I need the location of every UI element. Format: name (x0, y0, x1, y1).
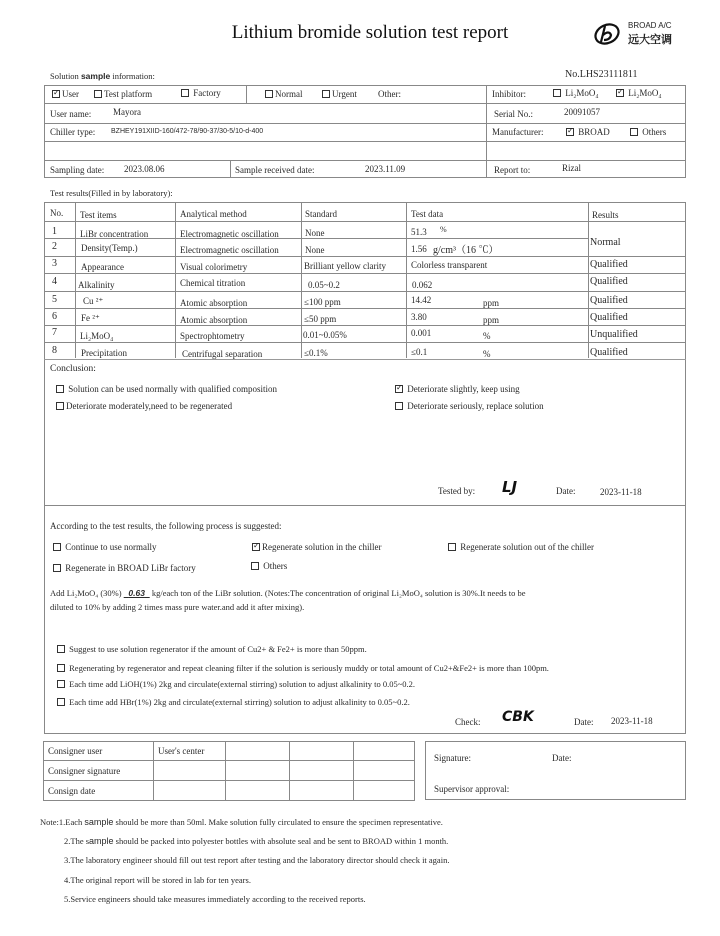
factory-regenerate-checkbox[interactable] (53, 564, 61, 572)
test-results-heading: Test results(Filled in by laboratory): (50, 188, 173, 198)
col-header-test-data: Test data (411, 209, 444, 219)
priority-option-normal[interactable]: Normal (265, 89, 303, 99)
extra-3-checkbox[interactable] (57, 680, 65, 688)
inhibitor-label: Inhibitor: (492, 89, 526, 99)
conclusion-option-4[interactable]: Deteriorate seriously, replace solution (395, 401, 544, 411)
inhibitor-1-checkbox[interactable] (553, 89, 561, 97)
check-date-label: Date: (574, 717, 594, 727)
col-header-standard: Standard (305, 209, 337, 219)
supervisor-approval-label: Supervisor approval: (434, 784, 510, 794)
inhibitor-option-1[interactable]: Li₂MoO₄ (553, 88, 599, 98)
report-title: Lithium bromide solution test report (231, 22, 509, 43)
result-normal: Normal (590, 237, 621, 248)
consigner-cell[interactable] (354, 761, 415, 781)
consigner-cell[interactable] (226, 761, 290, 781)
result-unqualified: Unqualified (590, 329, 638, 340)
add-limoo-instruction: Add Li₂MoO₄ (30%) 0.63 kg/each ton of the LiBr solution. (Notes:The concentration of original Li₂MoO₄ solution is 30%.It needs to be (50, 588, 526, 598)
source-option-test-platform[interactable]: Test platform (94, 89, 152, 99)
suggestion-others-checkbox[interactable] (251, 562, 259, 570)
check-label: Check: (455, 717, 481, 727)
consigner-cell[interactable] (354, 781, 415, 801)
report-number: No.LHS23111811 (565, 69, 638, 80)
note-4: 4.The original report will be stored in lab for ten years. (64, 875, 251, 885)
extra-4-checkbox[interactable] (57, 698, 65, 706)
broad-logo-icon (592, 22, 622, 46)
broad-checkbox[interactable] (566, 128, 574, 136)
conclusion-3-checkbox[interactable] (56, 402, 64, 410)
tested-by-signature: LJ (502, 478, 518, 496)
sampling-date-value: 2023.08.06 (124, 164, 165, 174)
extra-2-checkbox[interactable] (57, 664, 65, 672)
user-name-label: User name: (50, 109, 92, 119)
suggestion-intro: According to the test results, the following process is suggested: (50, 521, 282, 531)
note-3: 3.The laboratory engineer should fill out test report after testing and the laboratory director should check it again. (64, 855, 450, 865)
check-signature: CBK (502, 709, 534, 725)
serial-no-label: Serial No.: (494, 109, 533, 119)
brand-logo (592, 20, 692, 50)
check-date-value: 2023-11-18 (611, 716, 653, 726)
report-to-value: Rizal (562, 163, 581, 173)
col-header-results: Results (592, 210, 619, 220)
tested-date-label: Date: (556, 486, 576, 496)
chiller-type-label: Chiller type: (50, 127, 96, 137)
user-name-value: Mayora (113, 107, 141, 117)
table-row: Consigner user User's center (44, 742, 415, 761)
consigner-cell[interactable] (290, 781, 354, 801)
consigner-cell[interactable] (290, 761, 354, 781)
source-option-user[interactable]: ✓User (52, 89, 79, 99)
source-option-factory[interactable]: Factory (181, 88, 221, 98)
consigner-cell[interactable] (226, 742, 290, 761)
consigner-cell[interactable] (226, 781, 290, 801)
conclusion-option-2[interactable]: ✓ Deteriorate slightly, keep using (395, 384, 520, 394)
suggestion-option-factory[interactable]: Regenerate in BROAD LiBr factory (53, 563, 196, 573)
extra-1-checkbox[interactable] (57, 645, 65, 653)
user-checkbox[interactable] (52, 90, 60, 98)
manufacturer-option-broad[interactable]: ✓ BROAD (566, 127, 610, 137)
regenerate-in-checkbox[interactable] (252, 543, 260, 551)
note-2: 2.The sample should be packed into polyester bottles with absolute seal and be sent to BROAD within 1 month. (64, 836, 449, 846)
inhibitor-2-checkbox[interactable] (616, 89, 624, 97)
continue-checkbox[interactable] (53, 543, 61, 551)
extra-option-2[interactable]: Regenerating by regenerator and repeat cleaning filter if the solution is seriously muddy or total amount of Cu2+&Fe2+ is more than 100pm. (57, 663, 549, 673)
col-header-analytical-method: Analytical method (180, 209, 247, 219)
sampling-date-label: Sampling date: (50, 165, 105, 175)
note-1: Note:1.Each sample should be more than 50ml. Make solution fully circulated to ensure the specimen representative. (40, 817, 443, 827)
manufacturer-option-others[interactable]: Others (630, 127, 666, 137)
table-row: Consigner signature (44, 761, 415, 781)
add-amount-value: 0.63 (128, 588, 145, 598)
conclusion-option-3[interactable]: Deteriorate moderately,need to be regenerated (56, 401, 232, 411)
urgent-checkbox[interactable] (322, 90, 330, 98)
logo-text-en: BROAD A/C (628, 21, 672, 30)
extra-option-3[interactable]: Each time add LiOH(1%) 2kg and circulate(external stirring) solution to adjust alkalinity to 0.05~0.2. (57, 679, 415, 689)
normal-checkbox[interactable] (265, 90, 273, 98)
tested-by-label: Tested by: (438, 486, 476, 496)
inhibitor-option-2[interactable]: ✓ Li₂MoO₄ (616, 88, 662, 98)
consigner-cell[interactable] (290, 742, 354, 761)
logo-text-cn: 远大空调 (628, 33, 672, 46)
sample-info-heading: Solution sample information: (50, 71, 155, 81)
conclusion-option-1[interactable]: Solution can be used normally with qualified composition (56, 384, 277, 394)
col-header-no: No. (50, 208, 64, 218)
other-label: Other: (378, 89, 401, 99)
received-date-label: Sample received date: (235, 165, 315, 175)
chiller-type-value: BZHEY191XIID-160/472-78/90-37/30-5/10-d-400 (111, 128, 264, 135)
conclusion-4-checkbox[interactable] (395, 402, 403, 410)
regenerate-out-checkbox[interactable] (448, 543, 456, 551)
consigner-table (43, 741, 415, 801)
priority-option-urgent[interactable]: Urgent (322, 89, 357, 99)
consigner-cell[interactable] (354, 742, 415, 761)
table-row: Consign date (44, 781, 415, 801)
others-checkbox[interactable] (630, 128, 638, 136)
col-header-test-items: Test items (80, 210, 117, 220)
serial-no-value: 20091057 (564, 107, 600, 117)
conclusion-1-checkbox[interactable] (56, 385, 64, 393)
tested-date-value: 2023-11-18 (600, 487, 642, 497)
conclusion-label: Conclusion: (50, 364, 96, 374)
received-date-value: 2023.11.09 (365, 164, 406, 174)
add-limoo-instruction-line2: diluted to 10% by adding 2 times mass pure water.and add it after mixing). (50, 602, 305, 612)
note-5: 5.Service engineers should take measures immediately according to the received reports. (64, 894, 366, 904)
conclusion-2-checkbox[interactable] (395, 385, 403, 393)
test-platform-checkbox[interactable] (94, 90, 102, 98)
approval-date-label: Date: (552, 753, 572, 763)
report-to-label: Report to: (494, 165, 531, 175)
suggestion-option-others[interactable]: Others (251, 561, 287, 571)
suggestion-option-regenerate-in[interactable]: ✓ Regenerate solution in the chiller (252, 542, 381, 552)
suggestion-option-continue[interactable]: Continue to use normally (53, 542, 157, 552)
suggestion-option-regenerate-out[interactable]: Regenerate solution out of the chiller (448, 542, 594, 552)
factory-checkbox[interactable] (181, 89, 189, 97)
signature-label: Signature: (434, 753, 471, 763)
extra-option-1[interactable]: Suggest to use solution regenerator if the amount of Cu2+ & Fe2+ is more than 50ppm. (57, 644, 367, 654)
extra-option-4[interactable]: Each time add HBr(1%) 2kg and circulate(external stirring) solution to adjust alkalinity to 0.05~0.2. (57, 697, 410, 707)
manufacturer-label: Manufacturer: (492, 127, 544, 137)
